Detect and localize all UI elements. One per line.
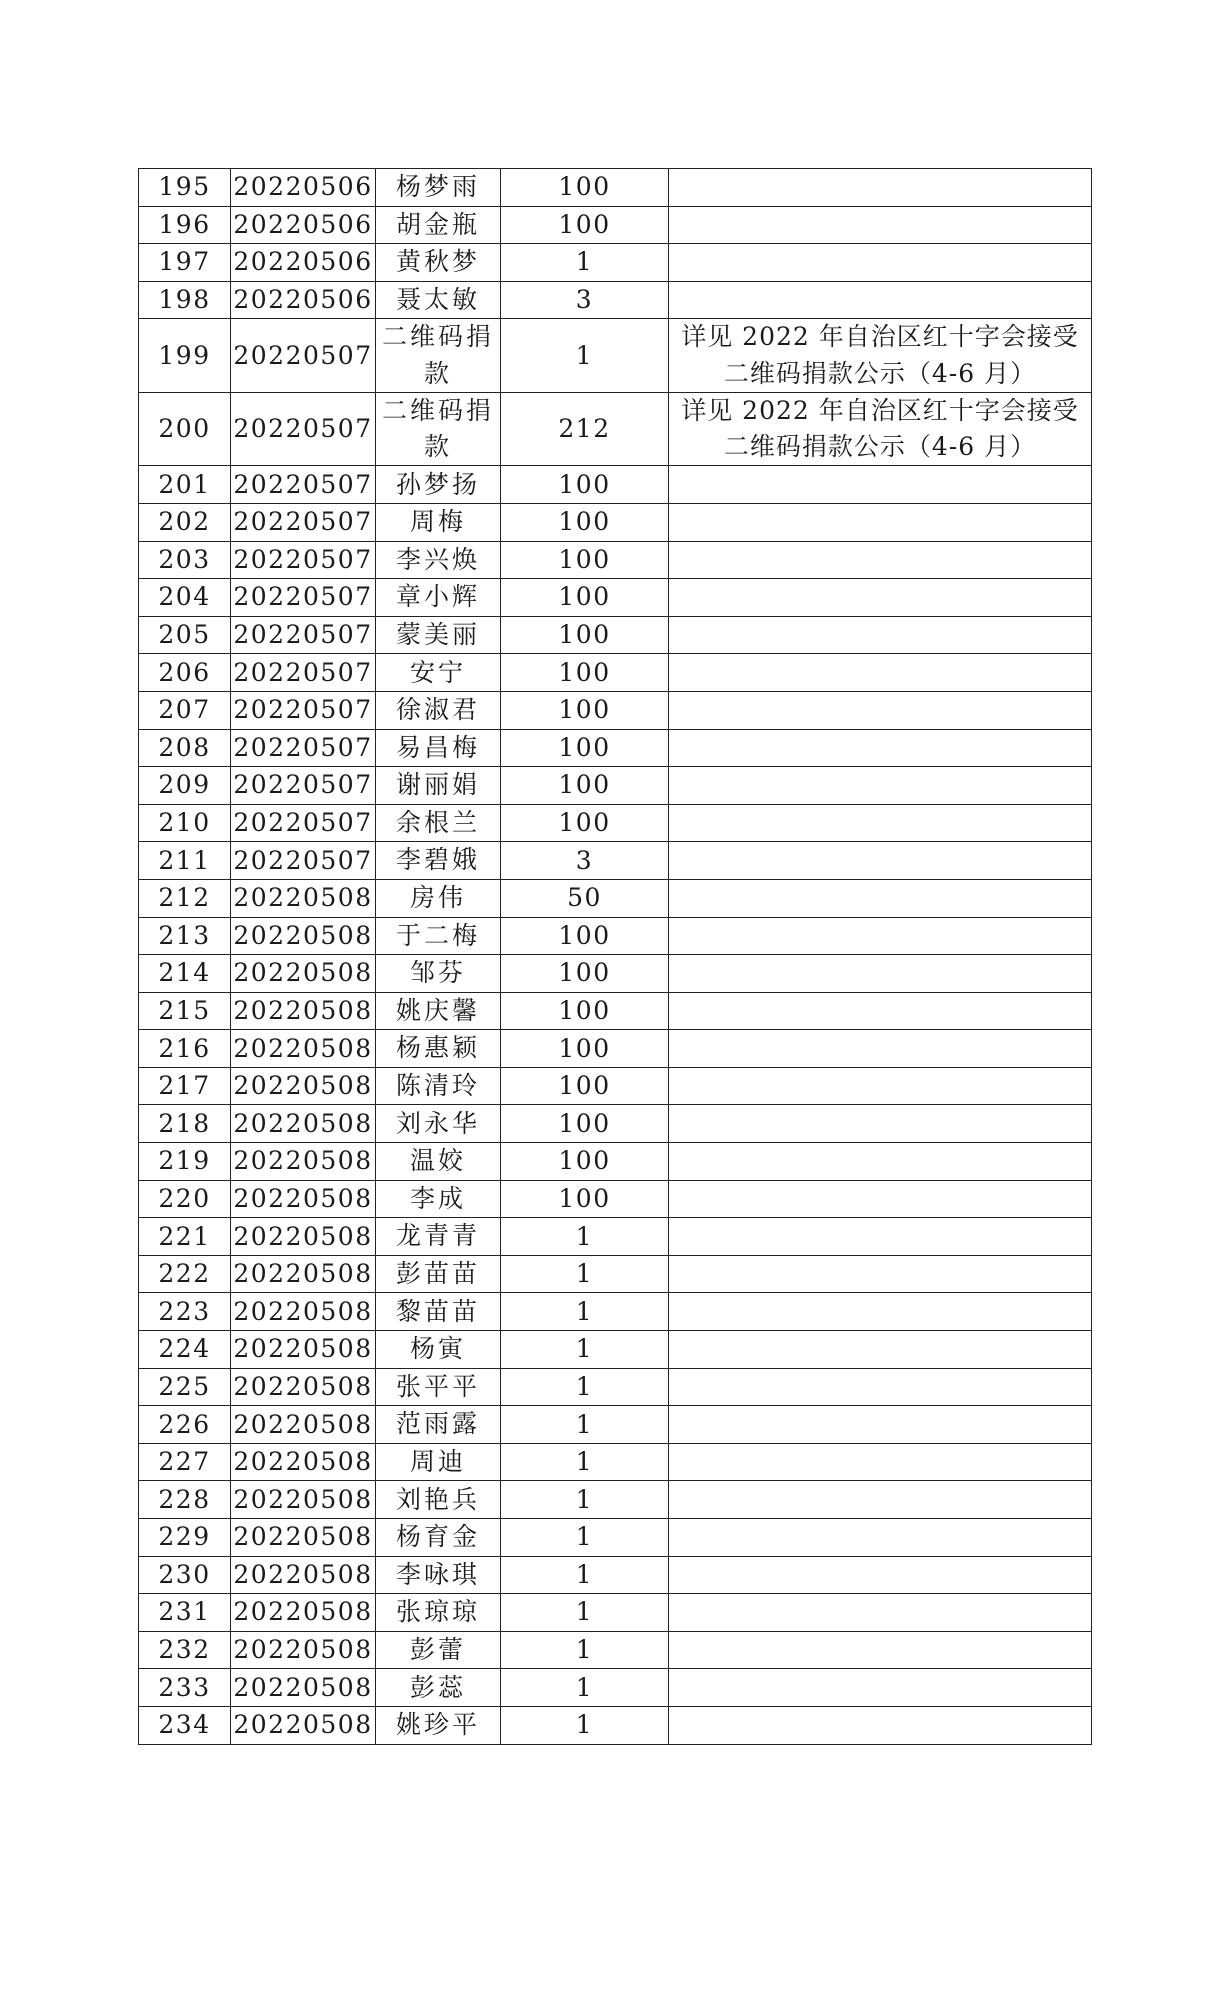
row-number-cell: 218 [139, 1105, 231, 1143]
amount-cell: 1 [501, 1631, 669, 1669]
table-row [139, 1293, 1092, 1331]
note-cell [669, 917, 1092, 955]
row-number-cell: 229 [139, 1519, 231, 1557]
amount-cell: 1 [501, 1443, 669, 1481]
donor-name-cell: 聂太敏 [376, 281, 501, 319]
amount-cell: 1 [501, 244, 669, 282]
date-cell: 20220508 [231, 1406, 376, 1444]
table-row [139, 1406, 1092, 1444]
donor-name-cell: 刘艳兵 [376, 1481, 501, 1519]
row-number-cell: 213 [139, 917, 231, 955]
amount-cell: 1 [501, 1406, 669, 1444]
table-row [139, 1443, 1092, 1481]
table-row [139, 691, 1092, 729]
note-cell [669, 842, 1092, 880]
date-cell: 20220507 [231, 654, 376, 692]
amount-cell: 100 [501, 579, 669, 617]
table-row [139, 1519, 1092, 1557]
row-number-cell: 201 [139, 466, 231, 504]
row-number-cell: 220 [139, 1180, 231, 1218]
row-number-cell: 197 [139, 244, 231, 282]
amount-cell: 212 [501, 392, 669, 466]
date-cell: 20220508 [231, 1030, 376, 1068]
table-row [139, 466, 1092, 504]
table-row [139, 319, 1092, 393]
note-cell [669, 1368, 1092, 1406]
donor-name-cell: 姚庆馨 [376, 992, 501, 1030]
donor-name-cell: 周梅 [376, 503, 501, 541]
row-number-cell: 203 [139, 541, 231, 579]
donor-name-cell: 房伟 [376, 879, 501, 917]
amount-cell: 100 [501, 729, 669, 767]
date-cell: 20220507 [231, 767, 376, 805]
table-row [139, 392, 1092, 466]
table-row [139, 917, 1092, 955]
donor-name-cell: 张平平 [376, 1368, 501, 1406]
note-cell [669, 1706, 1092, 1744]
note-cell [669, 1030, 1092, 1068]
table-row [139, 1143, 1092, 1181]
table-row [139, 1556, 1092, 1594]
note-cell [669, 992, 1092, 1030]
date-cell: 20220507 [231, 579, 376, 617]
donor-name-cell: 胡金瓶 [376, 206, 501, 244]
table-row [139, 1481, 1092, 1519]
table-row [139, 1594, 1092, 1632]
row-number-cell: 216 [139, 1030, 231, 1068]
date-cell: 20220508 [231, 1481, 376, 1519]
donor-name-cell: 蒙美丽 [376, 616, 501, 654]
note-cell [669, 1067, 1092, 1105]
date-cell: 20220507 [231, 541, 376, 579]
donor-name-cell: 杨寅 [376, 1331, 501, 1369]
table-row [139, 842, 1092, 880]
row-number-cell: 205 [139, 616, 231, 654]
table-row [139, 1067, 1092, 1105]
table-body [139, 169, 1092, 1745]
table-row [139, 1669, 1092, 1707]
date-cell: 20220508 [231, 1669, 376, 1707]
amount-cell: 100 [501, 1067, 669, 1105]
donor-name-cell: 二维码捐款 [376, 392, 501, 466]
table-row [139, 1180, 1092, 1218]
row-number-cell: 202 [139, 503, 231, 541]
date-cell: 20220508 [231, 1105, 376, 1143]
date-cell: 20220507 [231, 691, 376, 729]
donor-name-cell: 邹芬 [376, 955, 501, 993]
amount-cell: 100 [501, 169, 669, 207]
donor-name-cell: 徐淑君 [376, 691, 501, 729]
note-cell [669, 1180, 1092, 1218]
amount-cell: 100 [501, 503, 669, 541]
amount-cell: 100 [501, 616, 669, 654]
donor-name-cell: 二维码捐款 [376, 319, 501, 393]
table-row [139, 654, 1092, 692]
note-cell [669, 541, 1092, 579]
donor-name-cell: 范雨露 [376, 1406, 501, 1444]
amount-cell: 100 [501, 1105, 669, 1143]
amount-cell: 100 [501, 992, 669, 1030]
note-cell [669, 1631, 1092, 1669]
note-cell [669, 955, 1092, 993]
date-cell: 20220507 [231, 319, 376, 393]
table-row [139, 503, 1092, 541]
donor-name-cell: 黄秋梦 [376, 244, 501, 282]
table-row [139, 729, 1092, 767]
note-cell [669, 1669, 1092, 1707]
date-cell: 20220506 [231, 281, 376, 319]
date-cell: 20220507 [231, 804, 376, 842]
date-cell: 20220508 [231, 917, 376, 955]
note-cell [669, 1143, 1092, 1181]
donor-name-cell: 章小辉 [376, 579, 501, 617]
row-number-cell: 230 [139, 1556, 231, 1594]
table-row [139, 804, 1092, 842]
note-cell [669, 579, 1092, 617]
date-cell: 20220507 [231, 842, 376, 880]
row-number-cell: 206 [139, 654, 231, 692]
amount-cell: 1 [501, 1218, 669, 1256]
date-cell: 20220506 [231, 244, 376, 282]
amount-cell: 100 [501, 1030, 669, 1068]
amount-cell: 1 [501, 1594, 669, 1632]
note-cell [669, 1519, 1092, 1557]
donor-name-cell: 李咏琪 [376, 1556, 501, 1594]
row-number-cell: 196 [139, 206, 231, 244]
date-cell: 20220508 [231, 1180, 376, 1218]
date-cell: 20220508 [231, 1143, 376, 1181]
amount-cell: 1 [501, 319, 669, 393]
note-cell [669, 466, 1092, 504]
date-cell: 20220508 [231, 1519, 376, 1557]
date-cell: 20220508 [231, 1255, 376, 1293]
amount-cell: 100 [501, 917, 669, 955]
note-cell [669, 1406, 1092, 1444]
date-cell: 20220508 [231, 1067, 376, 1105]
table-row [139, 1706, 1092, 1744]
donor-name-cell: 陈清玲 [376, 1067, 501, 1105]
row-number-cell: 195 [139, 169, 231, 207]
note-cell [669, 503, 1092, 541]
amount-cell: 100 [501, 955, 669, 993]
date-cell: 20220508 [231, 1556, 376, 1594]
row-number-cell: 217 [139, 1067, 231, 1105]
date-cell: 20220507 [231, 729, 376, 767]
note-cell [669, 616, 1092, 654]
table-row [139, 1030, 1092, 1068]
donor-name-cell: 温姣 [376, 1143, 501, 1181]
date-cell: 20220508 [231, 1218, 376, 1256]
date-cell: 20220508 [231, 1368, 376, 1406]
row-number-cell: 211 [139, 842, 231, 880]
table-row [139, 579, 1092, 617]
donor-name-cell: 杨惠颖 [376, 1030, 501, 1068]
donor-name-cell: 彭蕊 [376, 1669, 501, 1707]
donor-name-cell: 龙青青 [376, 1218, 501, 1256]
date-cell: 20220507 [231, 503, 376, 541]
amount-cell: 3 [501, 281, 669, 319]
note-cell [669, 654, 1092, 692]
donor-name-cell: 李兴焕 [376, 541, 501, 579]
table-row [139, 879, 1092, 917]
note-cell [669, 767, 1092, 805]
table-row [139, 244, 1092, 282]
row-number-cell: 208 [139, 729, 231, 767]
table-row [139, 1255, 1092, 1293]
note-cell [669, 729, 1092, 767]
date-cell: 20220508 [231, 955, 376, 993]
row-number-cell: 215 [139, 992, 231, 1030]
row-number-cell: 214 [139, 955, 231, 993]
row-number-cell: 204 [139, 579, 231, 617]
donor-name-cell: 易昌梅 [376, 729, 501, 767]
note-cell [669, 879, 1092, 917]
amount-cell: 1 [501, 1519, 669, 1557]
row-number-cell: 210 [139, 804, 231, 842]
note-cell [669, 1293, 1092, 1331]
note-cell [669, 1218, 1092, 1256]
amount-cell: 100 [501, 206, 669, 244]
amount-cell: 1 [501, 1293, 669, 1331]
table-row [139, 1368, 1092, 1406]
note-cell [669, 206, 1092, 244]
amount-cell: 100 [501, 1180, 669, 1218]
donor-name-cell: 周迪 [376, 1443, 501, 1481]
donor-name-cell: 谢丽娟 [376, 767, 501, 805]
note-cell [669, 1255, 1092, 1293]
row-number-cell: 233 [139, 1669, 231, 1707]
row-number-cell: 221 [139, 1218, 231, 1256]
table-row [139, 1631, 1092, 1669]
row-number-cell: 231 [139, 1594, 231, 1632]
amount-cell: 100 [501, 1143, 669, 1181]
amount-cell: 3 [501, 842, 669, 880]
table-row [139, 1331, 1092, 1369]
date-cell: 20220508 [231, 1331, 376, 1369]
table-row [139, 767, 1092, 805]
table-row [139, 616, 1092, 654]
donation-table [138, 168, 1092, 1745]
note-cell [669, 244, 1092, 282]
row-number-cell: 223 [139, 1293, 231, 1331]
amount-cell: 1 [501, 1556, 669, 1594]
note-cell [669, 1594, 1092, 1632]
amount-cell: 100 [501, 767, 669, 805]
donor-name-cell: 余根兰 [376, 804, 501, 842]
amount-cell: 1 [501, 1706, 669, 1744]
date-cell: 20220508 [231, 1293, 376, 1331]
row-number-cell: 198 [139, 281, 231, 319]
date-cell: 20220508 [231, 1443, 376, 1481]
note-cell [669, 169, 1092, 207]
table-row [139, 281, 1092, 319]
amount-cell: 1 [501, 1255, 669, 1293]
row-number-cell: 200 [139, 392, 231, 466]
date-cell: 20220508 [231, 992, 376, 1030]
row-number-cell: 228 [139, 1481, 231, 1519]
table-row [139, 541, 1092, 579]
table-row [139, 1218, 1092, 1256]
table-row [139, 1105, 1092, 1143]
amount-cell: 100 [501, 654, 669, 692]
row-number-cell: 212 [139, 879, 231, 917]
donor-name-cell: 彭蕾 [376, 1631, 501, 1669]
donor-name-cell: 杨育金 [376, 1519, 501, 1557]
row-number-cell: 224 [139, 1331, 231, 1369]
table-row [139, 206, 1092, 244]
note-cell [669, 1481, 1092, 1519]
note-cell [669, 1331, 1092, 1369]
row-number-cell: 222 [139, 1255, 231, 1293]
row-number-cell: 219 [139, 1143, 231, 1181]
row-number-cell: 225 [139, 1368, 231, 1406]
donor-name-cell: 彭苗苗 [376, 1255, 501, 1293]
date-cell: 20220506 [231, 169, 376, 207]
amount-cell: 1 [501, 1368, 669, 1406]
amount-cell: 100 [501, 466, 669, 504]
table-row [139, 169, 1092, 207]
date-cell: 20220507 [231, 466, 376, 504]
donor-name-cell: 姚珍平 [376, 1706, 501, 1744]
table-row [139, 955, 1092, 993]
table-row [139, 992, 1092, 1030]
note-cell [669, 1556, 1092, 1594]
donor-name-cell: 于二梅 [376, 917, 501, 955]
date-cell: 20220507 [231, 616, 376, 654]
note-cell: 详见 2022 年自治区红十字会接受二维码捐款公示（4-6 月） [669, 319, 1092, 393]
donor-name-cell: 安宁 [376, 654, 501, 692]
date-cell: 20220508 [231, 1706, 376, 1744]
row-number-cell: 207 [139, 691, 231, 729]
amount-cell: 100 [501, 804, 669, 842]
date-cell: 20220508 [231, 879, 376, 917]
donor-name-cell: 张琼琼 [376, 1594, 501, 1632]
date-cell: 20220506 [231, 206, 376, 244]
row-number-cell: 209 [139, 767, 231, 805]
amount-cell: 50 [501, 879, 669, 917]
note-cell [669, 691, 1092, 729]
row-number-cell: 234 [139, 1706, 231, 1744]
date-cell: 20220507 [231, 392, 376, 466]
date-cell: 20220508 [231, 1594, 376, 1632]
amount-cell: 1 [501, 1331, 669, 1369]
donor-name-cell: 刘永华 [376, 1105, 501, 1143]
donor-name-cell: 李碧娥 [376, 842, 501, 880]
note-cell [669, 1443, 1092, 1481]
row-number-cell: 232 [139, 1631, 231, 1669]
amount-cell: 1 [501, 1669, 669, 1707]
row-number-cell: 199 [139, 319, 231, 393]
note-cell [669, 804, 1092, 842]
donor-name-cell: 黎苗苗 [376, 1293, 501, 1331]
donor-name-cell: 杨梦雨 [376, 169, 501, 207]
row-number-cell: 226 [139, 1406, 231, 1444]
amount-cell: 100 [501, 691, 669, 729]
date-cell: 20220508 [231, 1631, 376, 1669]
note-cell [669, 1105, 1092, 1143]
note-cell: 详见 2022 年自治区红十字会接受二维码捐款公示（4-6 月） [669, 392, 1092, 466]
amount-cell: 1 [501, 1481, 669, 1519]
donor-name-cell: 李成 [376, 1180, 501, 1218]
donor-name-cell: 孙梦扬 [376, 466, 501, 504]
note-cell [669, 281, 1092, 319]
amount-cell: 100 [501, 541, 669, 579]
row-number-cell: 227 [139, 1443, 231, 1481]
